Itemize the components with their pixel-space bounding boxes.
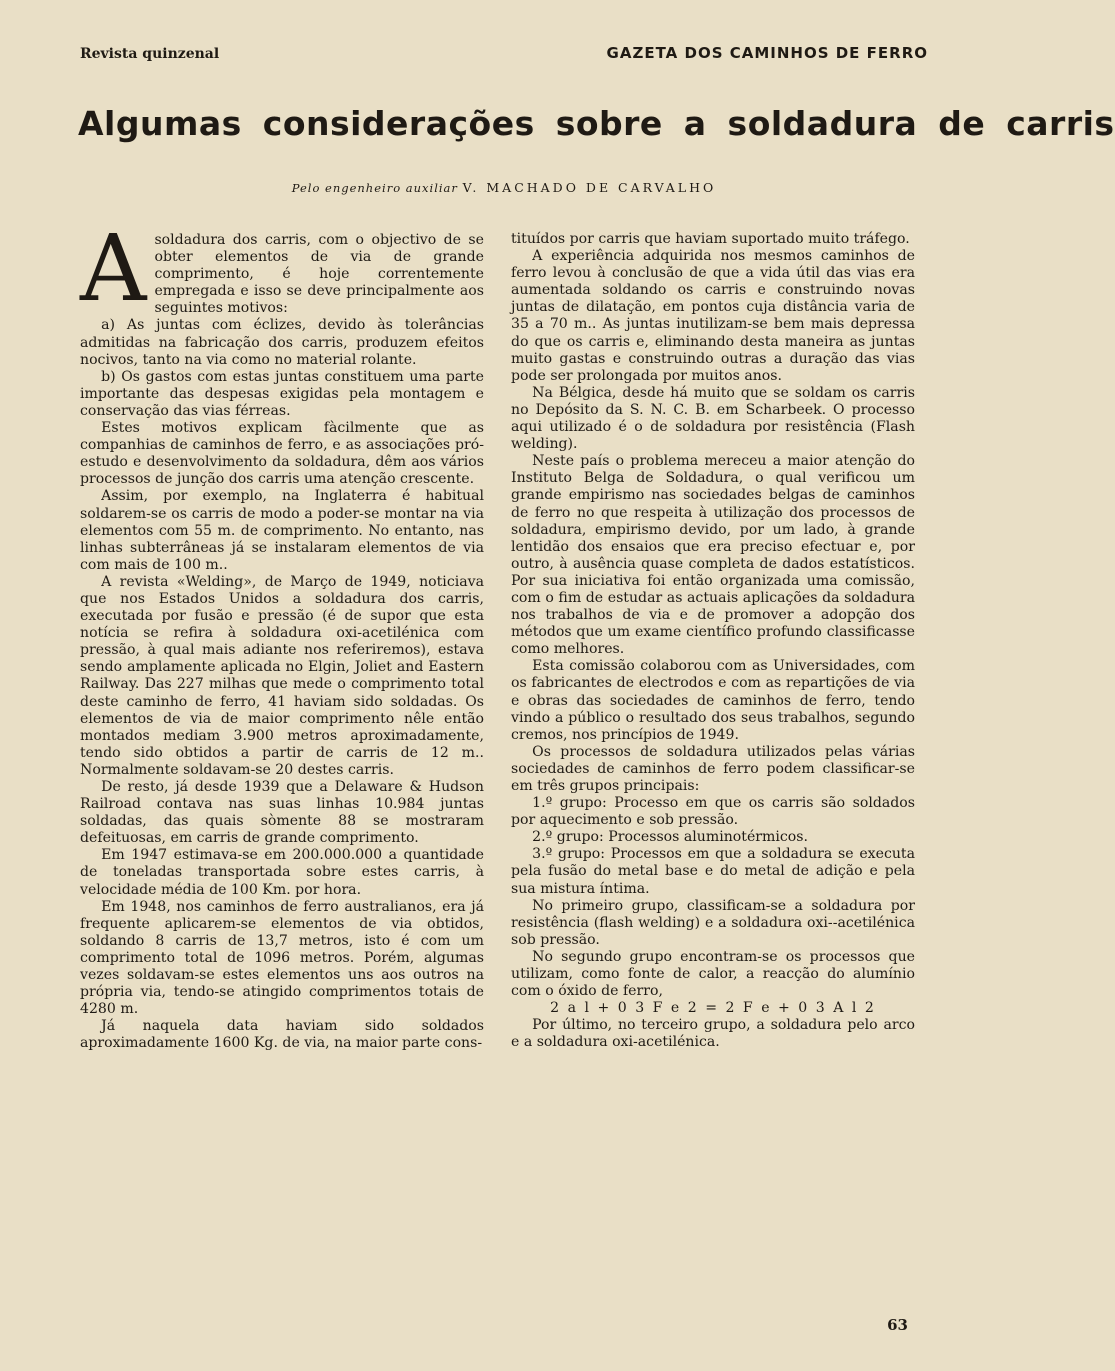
paragraph: 2.º grupo: Processos aluminotérmicos.	[532, 829, 808, 846]
paragraph: Asoldadura dos carris, com o objectivo de se obter elementos de via de grande comprimento, é hoje correntemente empregada e isso se deve principalmente aos seguintes motivos:	[80, 215, 484, 322]
left-column	[80, 215, 484, 1053]
paragraph: No primeiro grupo, classificam-se a soldadura por resistência (flash welding) e a soldadura oxi--acetilénica sob pressão.	[511, 897, 915, 948]
paragraph: 1.º grupo: Processo em que os carris são soldados por aquecimento e sob pressão.	[511, 795, 915, 829]
paragraph: 3.º grupo: Processos em que a soldadura se executa pela fusão do metal base e do metal de adição e pela sua mistura íntima.	[511, 846, 915, 897]
paragraph: a) As juntas com éclizes, devido às tolerâncias admitidas na fabricação dos carris, produzem efeitos nocivos, tanto na via como no material rolante.	[80, 317, 484, 368]
paragraph: tituídos por carris que haviam suportado muito tráfego.	[511, 231, 910, 247]
paragraph: Estes motivos explicam fàcilmente que as companhias de caminhos de ferro, e as associações pró-estudo e desenvolvimento da soldadura, dêm aos vários processos de junção dos carris uma atenção crescente.	[80, 420, 484, 488]
byline-prefix: Pelo engenheiro auxiliar	[291, 181, 458, 195]
paragraph: Na Bélgica, desde há muito que se soldam os carris no Depósito da S. N. C. B. em Scharbeek. O processo aqui utilizado é o de soldadura por resistência (Flash welding).	[511, 384, 915, 453]
paragraph: Neste país o problema mereceu a maior atenção do Instituto Belga de Soldadura, o qual verificou um grande empirismo nas sociedades belgas de caminhos de ferro no que respeita à utilização dos processos de soldadura, empirismo devido, por um lado, à grande lentidão dos ensaios que era preciso efectuar e, por outro, à ausência quase completa de dados estatísticos. Por sua iniciativa foi então organizada uma comissão, com o fim de estudar as actuais aplicações da soldadura nos trabalhos de via e de promover a adopção dos métodos que um exame científico profundo classificasse como melhores.	[511, 453, 915, 658]
paragraph: Já naquela data haviam sido soldados aproximadamente 1600 Kg. de via, na maior parte cons-	[80, 1018, 484, 1052]
paragraph: Em 1948, nos caminhos de ferro australianos, era já frequente aplicarem-se elementos de via obtidos, soldando 8 carris de 13,7 metros, isto é com um comprimento total de 1096 metros. Porém, algumas vezes soldavam-se estes elementos uns aos outros na própria via, tendo-se atingido comprimentos totais de 4280 m.	[80, 898, 484, 1018]
running-head-right: GAZETA DOS CAMINHOS DE FERRO	[606, 44, 928, 62]
running-head	[80, 44, 928, 62]
right-column	[511, 231, 915, 1052]
paragraph: Os processos de soldadura utilizados pelas várias sociedades de caminhos de ferro podem classificar-se em três grupos principais:	[511, 743, 915, 794]
paragraph: A revista «Welding», de Março de 1949, noticiava que nos Estados Unidos a soldadura dos carris, executada por fusão e pressão (é de supor que esta notícia se refira à soldadura oxi-acetilénica com pressão, à qual mais adiante nos referiremos), estava sendo amplamente aplicada no Elgin, Joliet and Eastern Railway. Das 227 milhas que mede o comprimento total deste caminho de ferro, 41 haviam sido soldadas. Os elementos de via de maior comprimento nêle então montados mediam 3.900 metros aproximadamente, tendo sido obtidos a partir de carris de 12 m.. Normalmente soldavam-se 20 destes carris.	[80, 573, 484, 778]
paragraph: Esta comissão colaborou com as Universidades, com os fabricantes de electrodos e com as repartições de via e obras das sociedades de caminhos de ferro, tendo vindo a público o resultado dos seus trabalhos, segundo cremos, nos princípios de 1949.	[511, 658, 915, 743]
paragraph: De resto, já desde 1939 que a Delaware & Hudson Railroad contava nas suas linhas 10.984 juntas soldadas, das quais sòmente 88 se mostraram defeituosas, em carris de grande comprimento.	[80, 779, 484, 847]
running-head-left: Revista quinzenal	[80, 46, 220, 62]
paragraph: Assim, por exemplo, na Inglaterra é habitual soldarem-se os carris de modo a poder-se montar na via elementos com 55 m. de comprimento. No entanto, nas linhas subterrâneas já se instalaram elementos de via com mais de 100 m..	[80, 488, 484, 573]
paragraph: A experiência adquirida nos mesmos caminhos de ferro levou à conclusão de que a vida útil das vias era aumentada soldando os carris e construindo novas juntas de dilatação, em pontos cuja distância varia de 35 a 70 m.. As juntas inutilizam-se bem mais depressa do que os carris e, eliminando desta maneira as juntas muito gastas e construindo outras a duração das vias pode ser prolongada por muitos anos.	[511, 248, 915, 384]
byline	[80, 180, 928, 195]
paragraph: No segundo grupo encontram-se os processos que utilizam, como fonte de calor, a reacção do alumínio com o óxido de ferro,	[511, 948, 915, 1000]
author-name: V. MACHADO DE CARVALHO	[462, 180, 717, 195]
paragraph: Por último, no terceiro grupo, a soldadura pelo arco e a soldadura oxi-acetilénica.	[511, 1017, 915, 1051]
drop-cap: A	[80, 215, 147, 322]
chemical-formula: 2 a l + 0 3 F e 2 = 2 F e + 0 3 A l 2	[550, 1000, 876, 1017]
paragraph: Em 1947 estimava-se em 200.000.000 a quantidade de toneladas transportada sobre estes carris, à velocidade média de 100 Km. por hora.	[80, 847, 484, 898]
page-number: 63	[887, 1316, 908, 1334]
paragraph: b) Os gastos com estas juntas constituem uma parte importante das despesas exigidas pela montagem e conservação das vias férreas.	[80, 368, 484, 419]
article-title: Algumas considerações sobre a soldadura de carris	[78, 104, 1115, 143]
